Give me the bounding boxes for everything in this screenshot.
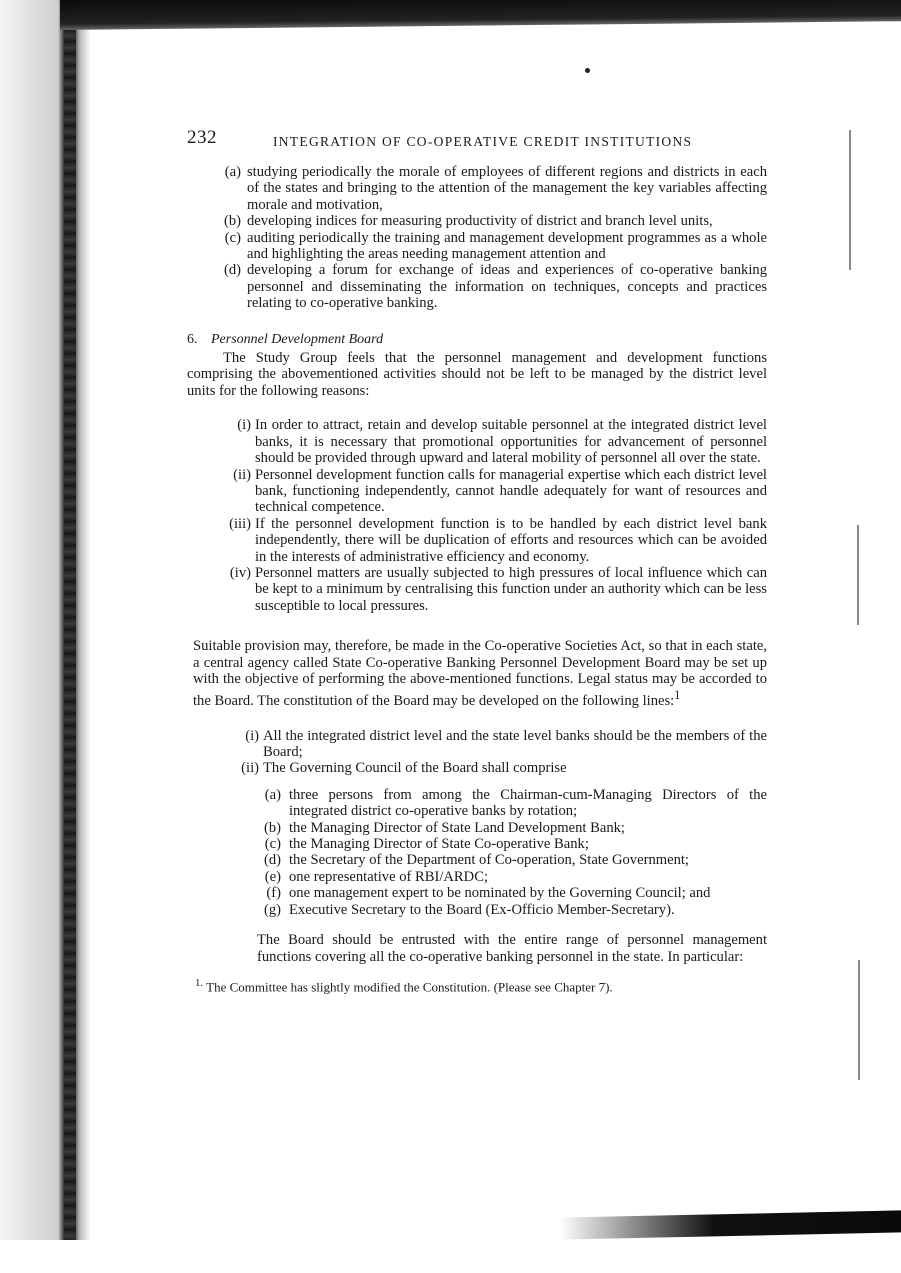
item-label: (g) bbox=[263, 901, 281, 918]
provision-text: Suitable provision may, therefore, be made in the Co-operative Societies Act, so that in each state, a central agency called State Co-operative Banking Personnel Development Board may be set up with the objective of performing the above-mentioned functions. Legal status may be accorded to the Board. The constitution of the Board may be developed on the following lines: bbox=[193, 638, 767, 710]
item-text: three persons from among the Chairman-cum-Managing Directors of the integrated district co-operative banks by rotation; bbox=[289, 786, 767, 820]
item-text: the Secretary of the Department of Co-operation, State Government; bbox=[289, 852, 689, 869]
item-text: Personnel matters are usually subjected to high pressures of local influence which can be kept to a minimum by centralising this function under an authority which can be less susceptible to local pressures. bbox=[255, 564, 767, 614]
item-text: developing indices for measuring productivity of district and branch level units, bbox=[247, 213, 713, 230]
item-text: developing a forum for exchange of ideas and experiences of co-operative banking personnel and disseminating the information on techniques, concepts and practices relating to co-operative banking. bbox=[247, 262, 767, 312]
list-item bbox=[257, 902, 767, 918]
item-label: (ii) bbox=[241, 760, 259, 777]
scan-right-mark bbox=[849, 130, 851, 270]
item-label: (c) bbox=[224, 229, 241, 246]
item-label: (e) bbox=[264, 868, 281, 885]
list-item bbox=[231, 760, 767, 776]
item-text: The Governing Council of the Board shall comprise bbox=[263, 760, 567, 777]
list-item bbox=[223, 565, 767, 614]
item-text: the Managing Director of State Co-operative Bank; bbox=[289, 836, 589, 853]
provision-paragraph bbox=[193, 638, 767, 709]
section-intro: The Study Group feels that the personnel management and development functions comprising the abovementioned activities should not be left to be managed by the district level units for the following reasons: bbox=[187, 350, 767, 399]
scan-bottom-edge bbox=[560, 1210, 901, 1239]
list-item bbox=[257, 787, 767, 820]
scan-binding-shadow bbox=[64, 30, 76, 1240]
footnote-text: The Committee has slightly modified the Constitution. (Please see Chapter 7). bbox=[206, 979, 613, 995]
list-item bbox=[257, 885, 767, 901]
footnote-number: 1. bbox=[195, 976, 204, 989]
item-text: All the integrated district level and the state level banks should be the members of the Board; bbox=[263, 727, 767, 761]
item-label: (b) bbox=[223, 213, 241, 230]
item-label: (b) bbox=[263, 819, 281, 836]
page-number: 232 bbox=[187, 127, 217, 148]
list-item bbox=[223, 467, 767, 516]
board-paragraph: The Board should be entrusted with the entire range of personnel management functions covering all the co-operative banking personnel in the state. In particular: bbox=[257, 932, 767, 965]
running-head: INTEGRATION OF CO-OPERATIVE CREDIT INSTITUTIONS bbox=[273, 134, 693, 149]
item-text: If the personnel development function is to be handled by each district level bank independently, there will be duplication of efforts and resources which can be avoided in the interests of administrative efficiency and economy. bbox=[255, 515, 767, 565]
list-item bbox=[257, 869, 767, 885]
list-item bbox=[257, 852, 767, 868]
item-text: auditing periodically the training and management development programmes as a whole and highlighting the areas needing management attention and bbox=[247, 229, 767, 263]
item-text: studying periodically the morale of employees of different regions and districts in each of the states and bringing to the attention of the management the key variables affecting morale and motivation, bbox=[247, 164, 767, 213]
item-label: (a) bbox=[224, 164, 241, 180]
item-label: (iv) bbox=[229, 564, 251, 581]
footnote bbox=[195, 975, 767, 996]
item-label: (iii) bbox=[229, 515, 251, 532]
list-item bbox=[257, 820, 767, 836]
item-label: (c) bbox=[264, 836, 281, 853]
item-text: Personnel development function calls for managerial expertise which each district level bank, functioning independently, cannot handle adequately for want of resources and technical competence. bbox=[255, 466, 767, 516]
item-text: one representative of RBI/ARDC; bbox=[289, 868, 488, 885]
list-item bbox=[217, 262, 767, 311]
scan-left-edge bbox=[0, 0, 90, 1240]
item-text: In order to attract, retain and develop suitable personnel at the integrated district level banks, it is necessary that promotional opportunities for advancement of personnel should be provided through upward and lateral mobility of personnel all over the state. bbox=[255, 417, 767, 467]
list-item bbox=[217, 213, 767, 229]
list-item bbox=[217, 164, 767, 213]
item-label: (i) bbox=[237, 417, 251, 434]
footnote-marker: 1 bbox=[674, 688, 681, 703]
scan-dot bbox=[585, 68, 590, 73]
item-label: (d) bbox=[263, 852, 281, 869]
constitution-list bbox=[231, 728, 767, 777]
activities-list bbox=[217, 164, 767, 312]
scan-top-edge bbox=[60, 0, 901, 30]
item-label: (ii) bbox=[233, 466, 251, 483]
item-text: one management expert to be nominated by the Governing Council; and bbox=[289, 885, 711, 902]
page-content bbox=[187, 127, 767, 996]
list-item bbox=[231, 728, 767, 761]
list-item bbox=[257, 836, 767, 852]
scan-right-mark bbox=[857, 525, 859, 625]
item-text: the Managing Director of State Land Development Bank; bbox=[289, 819, 625, 836]
section-title: Personnel Development Board bbox=[211, 331, 384, 347]
section-number: 6. bbox=[187, 331, 198, 347]
section-heading bbox=[187, 332, 767, 348]
item-label: (a) bbox=[264, 786, 281, 803]
council-members-list bbox=[257, 787, 767, 918]
item-label: (i) bbox=[245, 727, 259, 744]
page-header bbox=[187, 127, 767, 158]
item-label: (d) bbox=[223, 262, 241, 279]
list-item bbox=[223, 516, 767, 565]
list-item bbox=[217, 230, 767, 263]
scan-right-mark bbox=[858, 960, 860, 1080]
item-text: Executive Secretary to the Board (Ex-Officio Member-Secretary). bbox=[289, 901, 675, 918]
reasons-list bbox=[223, 417, 767, 614]
item-label: (f) bbox=[266, 885, 281, 902]
list-item bbox=[223, 417, 767, 466]
